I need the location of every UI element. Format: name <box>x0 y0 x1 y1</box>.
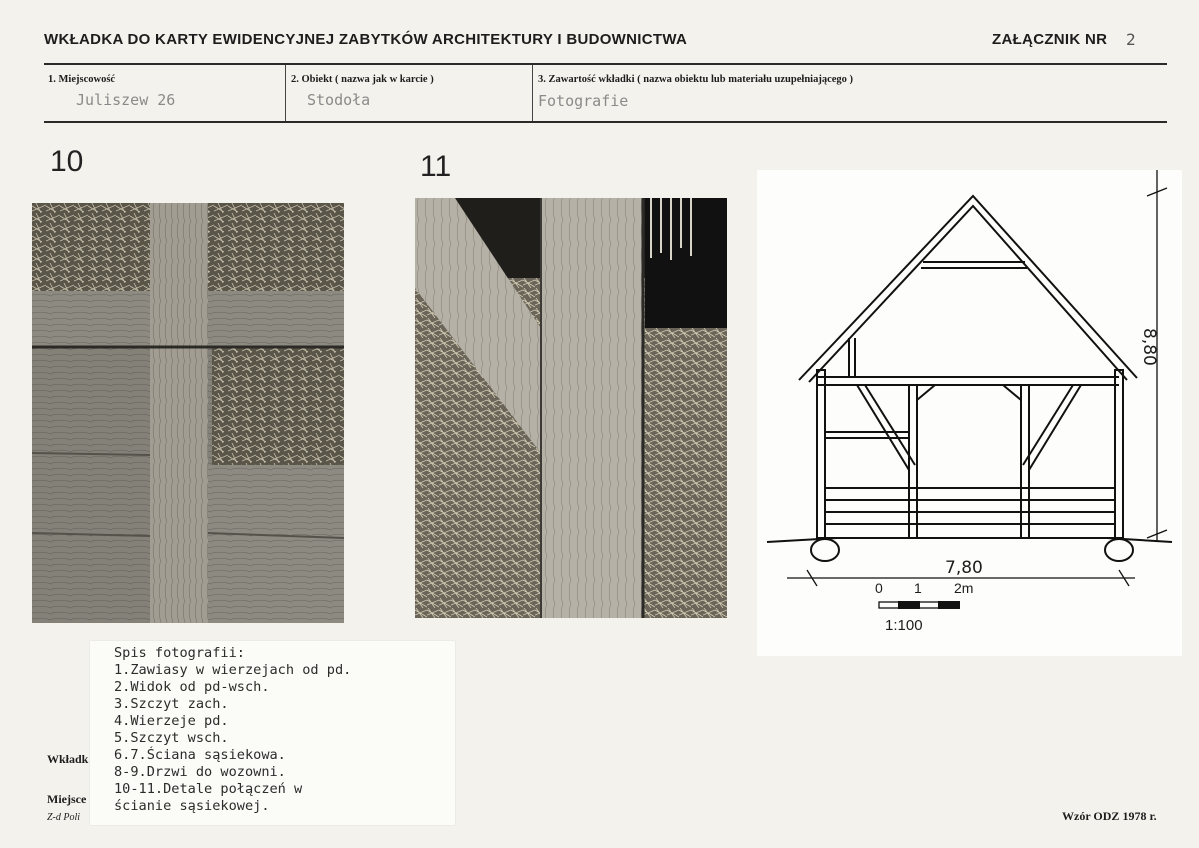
field-divider-1 <box>285 65 286 121</box>
photo-list-item: 8-9.Drzwi do wozowni. <box>114 764 286 780</box>
photo-11-diagonal-brace <box>415 198 727 618</box>
scale-tick-0: 0 <box>875 580 883 596</box>
photo-number-10: 10 <box>50 145 84 178</box>
photo-list-item: 4.Wierzeje pd. <box>114 713 229 729</box>
photo-list-item: 5.Szczyt wsch. <box>114 730 229 746</box>
photo-list-item: ścianie sąsiekowej. <box>114 798 270 814</box>
barn-cross-section-drawing <box>757 170 1182 656</box>
scale-ratio: 1:100 <box>885 617 923 634</box>
field-value-locality: Juliszew 26 <box>76 91 176 109</box>
footer-label-place: Miejsce <box>47 792 87 806</box>
field-value-content: Fotografie <box>538 92 629 110</box>
footer-label-insert: Wkładk <box>47 752 89 766</box>
photo-list-item: 2.Widok od pd-wsch. <box>114 679 270 695</box>
photo-number-11: 11 <box>420 150 452 183</box>
header-rule-bottom <box>44 121 1167 123</box>
photo-list-item: 3.Szczyt zach. <box>114 696 229 712</box>
photo-10-wall-joint <box>32 203 344 623</box>
field-label-object: 2. Obiekt ( nazwa jak w karcie ) <box>291 74 434 85</box>
photo-list-item: 10-11.Detale połączeń w <box>114 781 303 797</box>
field-divider-2 <box>532 65 533 121</box>
footer-printer: Z-d Poli <box>47 812 81 823</box>
photo-list-title: Spis fotografii: <box>114 645 245 661</box>
height-dimension-label: 8,80 <box>1139 328 1159 366</box>
field-label-locality: 1. Miejscowość <box>48 74 116 85</box>
annex-label: ZAŁĄCZNIK NR <box>992 31 1108 48</box>
field-value-object: Stodoła <box>307 91 371 109</box>
field-label-content: 3. Zawartość wkładki ( nazwa obiektu lub materiału uzupełniającego ) <box>538 74 854 85</box>
photo-list-sheet <box>90 641 455 825</box>
photo-list-item: 6.7.Ściana sąsiekowa. <box>114 747 286 763</box>
photo-list-item: 1.Zawiasy w wierzejach od pd. <box>114 662 352 678</box>
scale-tick-1: 1 <box>914 580 922 596</box>
scale-tick-2: 2m <box>954 580 974 596</box>
annex-number: 2 <box>1126 30 1136 49</box>
width-dimension-label: 7,80 <box>945 558 983 578</box>
header-rule-top <box>44 63 1167 65</box>
form-template-label: Wzór ODZ 1978 r. <box>1062 809 1157 823</box>
form-title: WKŁADKA DO KARTY EWIDENCYJNEJ ZABYTKÓW ARCHITEKTURY I BUDOWNICTWA <box>44 31 688 48</box>
